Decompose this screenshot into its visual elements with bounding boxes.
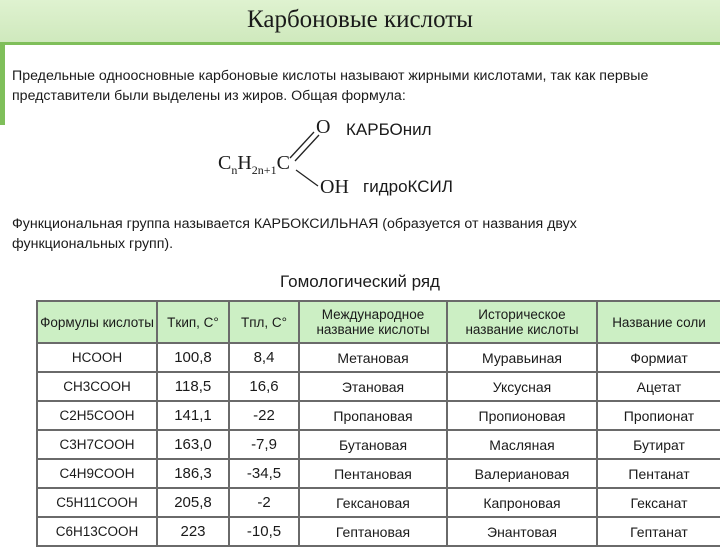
cell-salt-name: Бутират — [597, 430, 720, 459]
cell-formula: C4H9COOH — [37, 459, 157, 488]
cell-melting: -2 — [229, 488, 299, 517]
cell-boiling: 186,3 — [157, 459, 229, 488]
hydroxyl-label: гидроКСИЛ — [363, 177, 453, 196]
cell-hist-name: Муравьиная — [447, 343, 597, 372]
intro-line-1: Предельные одноосновные карбоновые кислоты называют жирными кислотами, так как первые — [12, 68, 649, 84]
cell-intl-name: Этановая — [299, 372, 447, 401]
table-row — [37, 488, 720, 517]
func-line-1: Функциональная группа называется КАРБОКСИЛЬНАЯ (образуется от названия двух — [12, 216, 577, 232]
table-row — [37, 372, 720, 401]
cell-formula: HCOOH — [37, 343, 157, 372]
table-row — [37, 343, 720, 372]
cell-intl-name: Пентановая — [299, 459, 447, 488]
cell-melting: -7,9 — [229, 430, 299, 459]
cell-boiling: 141,1 — [157, 401, 229, 430]
header-salt-name: Название соли — [597, 301, 720, 343]
page-title: Карбоновые кислоты — [247, 6, 473, 33]
cell-boiling: 223 — [157, 517, 229, 546]
cell-intl-name: Гептановая — [299, 517, 447, 546]
intro-line-2: представители были выделены из жиров. Общая формула: — [12, 88, 406, 104]
cell-melting: 8,4 — [229, 343, 299, 372]
cell-boiling: 100,8 — [157, 343, 229, 372]
cell-salt-name: Гептанат — [597, 517, 720, 546]
cell-salt-name: Гексанат — [597, 488, 720, 517]
cell-melting: 16,6 — [229, 372, 299, 401]
cell-melting: -34,5 — [229, 459, 299, 488]
cell-hist-name: Валериановая — [447, 459, 597, 488]
header-boiling: Tкип, C° — [157, 301, 229, 343]
cell-melting: -22 — [229, 401, 299, 430]
header-intl-name: Международное название кислоты — [299, 301, 447, 343]
cell-hist-name: Масляная — [447, 430, 597, 459]
cell-intl-name: Пропановая — [299, 401, 447, 430]
cell-boiling: 118,5 — [157, 372, 229, 401]
cell-intl-name: Бутановая — [299, 430, 447, 459]
func-line-2: функциональных групп). — [12, 236, 174, 252]
cell-hist-name: Энантовая — [447, 517, 597, 546]
homologous-table — [36, 300, 720, 547]
cell-salt-name: Формиат — [597, 343, 720, 372]
header-formula: Формулы кислоты — [37, 301, 157, 343]
table-row — [37, 517, 720, 546]
title-bar — [0, 0, 720, 45]
table-row — [37, 459, 720, 488]
cell-hist-name: Пропионовая — [447, 401, 597, 430]
general-formula — [0, 110, 720, 205]
cell-boiling: 205,8 — [157, 488, 229, 517]
table-row — [37, 401, 720, 430]
cell-salt-name: Пентанат — [597, 459, 720, 488]
carbonyl-label: КАРБОнил — [346, 120, 432, 139]
formula-hydroxyl: OH — [320, 176, 349, 198]
cell-formula: C2H5COOH — [37, 401, 157, 430]
cell-formula: CH3COOH — [37, 372, 157, 401]
cell-salt-name: Ацетат — [597, 372, 720, 401]
table-row — [37, 430, 720, 459]
header-melting: Tпл, C° — [229, 301, 299, 343]
header-hist-name: Историческое название кислоты — [447, 301, 597, 343]
table-header-row — [37, 301, 720, 343]
cell-hist-name: Капроновая — [447, 488, 597, 517]
cell-intl-name: Гексановая — [299, 488, 447, 517]
intro-text — [12, 66, 717, 106]
formula-chain: $C_nH_{2n+1}C$ — [218, 152, 290, 177]
cell-intl-name: Метановая — [299, 343, 447, 372]
cell-formula: C3H7COOH — [37, 430, 157, 459]
cell-formula: C5H11COOH — [37, 488, 157, 517]
formula-oxygen: O — [316, 116, 331, 138]
cell-melting: -10,5 — [229, 517, 299, 546]
cell-boiling: 163,0 — [157, 430, 229, 459]
cell-hist-name: Уксусная — [447, 372, 597, 401]
cell-salt-name: Пропионат — [597, 401, 720, 430]
homologous-series-title: Гомологический ряд — [280, 272, 440, 291]
functional-group-text — [12, 214, 717, 254]
cell-formula: C6H13COOH — [37, 517, 157, 546]
